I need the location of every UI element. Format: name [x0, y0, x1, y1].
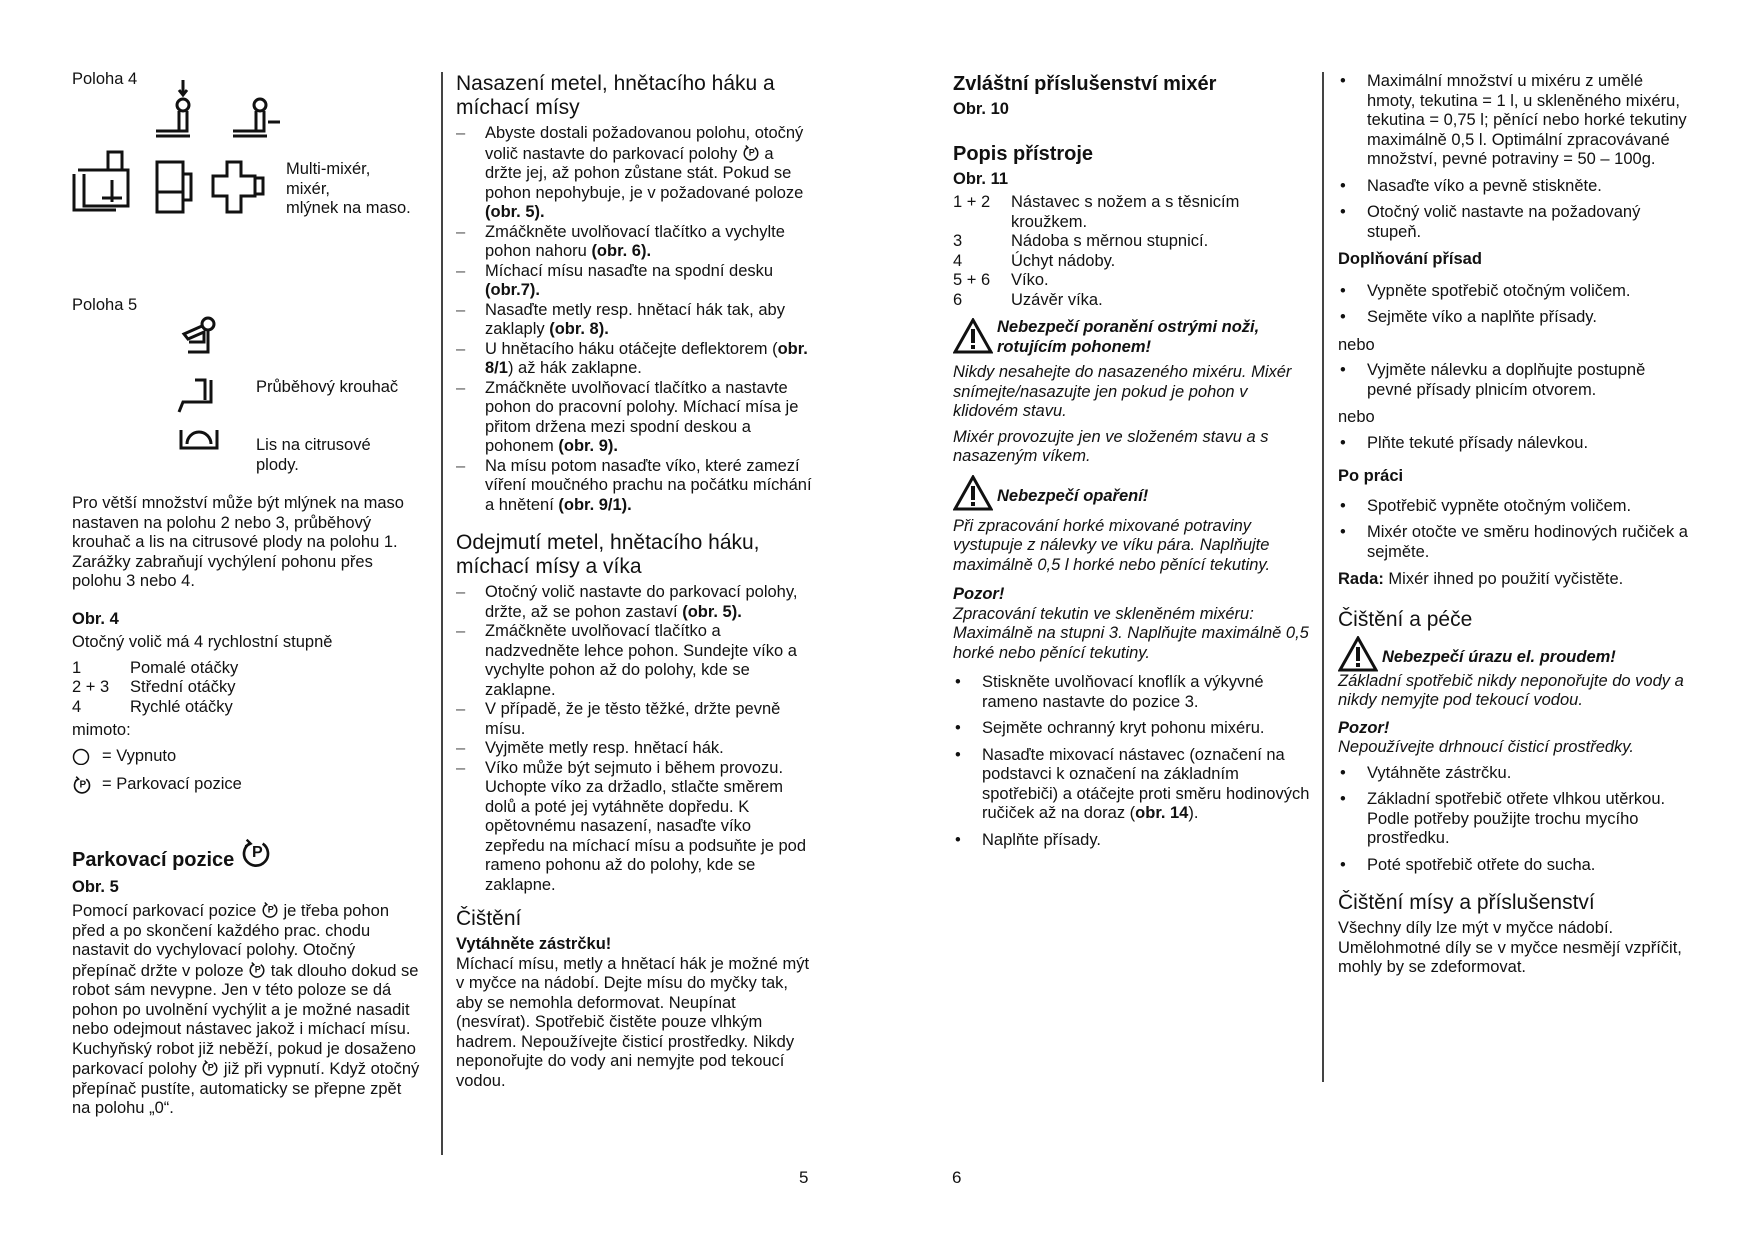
page-number: 6 [952, 1168, 962, 1187]
column-divider [441, 72, 443, 1155]
part-key: 1 + 2 [953, 193, 991, 211]
caution-label: Pozor! [953, 585, 1005, 603]
part-key: 5 + 6 [953, 271, 991, 289]
list-item: • Sejměte víko a naplňte přísady. [1338, 308, 1693, 328]
text: ). [1188, 804, 1199, 822]
subheading: Po práci [1338, 467, 1404, 485]
speed-key: 1 [72, 658, 82, 677]
tip [1338, 570, 1693, 590]
figure-ref: Obr. 10 [953, 100, 1009, 118]
speed-value: Rychlé otáčky [130, 697, 233, 716]
list-item [456, 700, 812, 739]
part-value: Uzávěr víka. [1011, 290, 1103, 309]
legend-park [72, 775, 422, 801]
part-row [953, 291, 1313, 311]
list-item [456, 622, 812, 700]
list-item [456, 759, 812, 896]
text: Abyste dostali požadovanou polohu, otočný volič nastavte do parkovací polohy [485, 124, 804, 163]
text: Stiskněte uvolňovací knoflík a výkyvné rameno nastavte do pozice 3. [982, 673, 1264, 711]
text: je třeba pohon před a po skončení každého prac. chodu nastavit do vychylovací polohy. Otočný přepínač držte v poloze [72, 902, 390, 980]
paragraph: Pro větší množství může být mlýnek na maso nastaven na polohu 2 nebo 3, průběhový krouhač a lis na citrusové plody na polohu 1. [72, 494, 404, 551]
paragraph: Zarážky zabraňují vychýlení pohonu přes polohu 3 nebo 4. [72, 552, 373, 590]
figure-ref: obr. 8/1 [485, 339, 808, 377]
section-heading: Čištění mísy a příslušenství [1338, 891, 1595, 914]
tip-text: Mixér ihned po použití vyčistěte. [1383, 570, 1624, 588]
list-item [456, 124, 812, 223]
speed-row [72, 659, 422, 679]
parking-icon [201, 1059, 219, 1077]
paragraph: mimoto: [72, 721, 131, 739]
figure-ref: (obr. 5). [485, 203, 545, 221]
parking-icon [742, 144, 760, 162]
heading-text: Parkovací pozice [72, 848, 235, 871]
park-heading [72, 837, 422, 872]
park-text [72, 901, 422, 1119]
desc-line: mixér, [286, 179, 331, 198]
warning-text: Nebezpečí úrazu el. proudem! [1382, 647, 1616, 666]
list-item [456, 301, 812, 340]
section-heading: Čištění [456, 907, 522, 930]
paragraph: Základní spotřebič nikdy neponořujte do vody a nikdy nemyjte pod tekoucí vodou. [1338, 671, 1684, 709]
column-divider [1322, 72, 1324, 1082]
caution-label: Pozor! [1338, 718, 1390, 737]
figure-ref: Obr. 11 [953, 169, 1009, 188]
speed-key: 4 [72, 697, 82, 716]
list-item [456, 223, 812, 262]
list-item [953, 719, 1313, 739]
part-value: Nástavec s nožem a s těsnicím kroužkem. [1011, 193, 1240, 231]
list-item: • Vypněte spotřebič otočným voličem. [1338, 282, 1693, 302]
warning [953, 318, 1313, 357]
text: Pomocí parkovací pozice [72, 902, 261, 920]
text: tak dlouho dokud se robot sám nevypne. Jen v této poloze se dá pohon po uvolnění vychýlit a je možné nasadit nebo odejmout nástavec jakož i míchací mísu. Kuchyňský robot již neběží, pokud je dosaženo parkovací polohy [72, 961, 419, 1078]
text: již při vypnutí. Když otočný přepínač pustíte, automaticky se přepne zpět na polohu „0“. [72, 1060, 420, 1117]
list-item: • Maximální množství u mixéru z umělé hmoty, tekutina = 1 l, u skleněného mixéru, tekutina = 0,75 l; pěnící nebo horké tekutiny maximálně 0,5 l. Optimální zpracovávané množství, pevné potraviny = 50 – 100g. [1338, 72, 1693, 170]
part-row [953, 252, 1313, 272]
list-item: • Základní spotřebič otřete vlhkou utěrkou. Podle potřeby použijte trochu mycího prostředku. [1338, 790, 1693, 849]
paragraph: Zpracování tekutin ve skleněném mixéru: Maximálně na stupni 3. Naplňujte maximálně 0,5 horké nebo pěnící tekutiny. [953, 604, 1309, 662]
figure-ref: Obr. 5 [72, 877, 119, 896]
list-item: • Spotřebič vypněte otočným voličem. [1338, 497, 1693, 517]
speed-row [72, 698, 422, 718]
parking-icon [261, 901, 279, 919]
list-item: • Poté spotřebič otřete do sucha. [1338, 856, 1693, 876]
text: Zmáčkněte uvolňovací tlačítko a vychylte pohon nahoru [485, 222, 785, 260]
section-heading: Zvláštní příslušenství mixér [953, 73, 1217, 95]
poloha5-label: Poloha 5 [72, 296, 138, 314]
paragraph: Všechny díly lze mýt v myčce nádobí. Umělohmotné díly se v myčce nesmějí vzpříčit, mohly by se zdeformovat. [1338, 919, 1682, 976]
mixer-steps [953, 673, 1313, 850]
list-item [953, 673, 1313, 712]
legend-text: = Parkovací pozice [102, 775, 242, 793]
subheading: Doplňování přísad [1338, 250, 1482, 268]
warning-triangle-icon [953, 475, 993, 511]
text: Nasaďte metly resp. hnětací hák tak, aby zaklaply [485, 300, 785, 338]
off-circle-icon [72, 747, 90, 765]
part-row [953, 271, 1313, 291]
list-item [456, 457, 812, 516]
paragraph: Nikdy nesahejte do nasazeného mixéru. Mixér snímejte/nasazujte jen pokud je pohon v klidovém stavu. [953, 363, 1292, 420]
part-row [953, 232, 1313, 252]
speed-key: 2 + 3 [72, 678, 110, 696]
list-item [953, 831, 1313, 851]
legend-text: = Vypnuto [102, 746, 177, 765]
part-value: Víko. [1011, 271, 1049, 289]
warning-triangle-icon [953, 318, 993, 354]
text: V případě, že je těsto těžké, držte pevně mísu. [485, 700, 781, 738]
remove-steps [456, 583, 812, 895]
list-item: • Plňte tekuté přísady nálevkou. [1338, 434, 1693, 454]
paragraph: nebo [1338, 408, 1375, 426]
slicer-label: Průběhový krouhač [256, 378, 399, 396]
list-item [456, 340, 812, 379]
text: Otočný volič nastavte do parkovací polohy, držte, až se pohon zastaví [485, 583, 798, 621]
list-item: • Vytáhněte zástrčku. [1338, 764, 1693, 784]
parking-icon [72, 775, 92, 795]
list-item: • Otočný volič nastavte na požadovaný stupeň. [1338, 203, 1693, 242]
text: Míchací mísu nasaďte na spodní desku [485, 261, 774, 280]
text: Nasaďte mixovací nástavec (označení na podstavci k označení na základním spotřebiči) a otáčejte proti směru hodinových ručiček až na doraz ( [982, 745, 1310, 822]
fill-list [1338, 72, 1693, 242]
list-item: • Vyjměte nálevku a doplňujte postupně pevné přísady plnicím otvorem. [1338, 361, 1693, 400]
column-1-body [72, 494, 422, 1125]
list-item [456, 583, 812, 622]
speed-value: Střední otáčky [130, 678, 236, 696]
part-value: Nádoba s měrnou stupnicí. [1011, 232, 1209, 250]
speed-value: Pomalé otáčky [130, 658, 239, 677]
figure-ref: (obr. 9). [558, 437, 618, 455]
text: Naplňte přísady. [982, 830, 1101, 849]
subheading: Vytáhněte zástrčku! [456, 935, 612, 953]
section-heading: Čištění a péče [1338, 607, 1473, 631]
warning-triangle-icon [1338, 636, 1378, 672]
section-heading: Nasazení metel, hnětacího háku a míchací mísy [456, 72, 775, 119]
text: Zmáčkněte uvolňovací tlačítko a nastavte pohon do pracovní polohy. Míchací mísa je přitom držena mezi spodní deskou a pohonem [485, 378, 799, 455]
after-work-list [1338, 497, 1693, 563]
warning [953, 475, 1313, 511]
attach-steps [456, 124, 812, 515]
paragraph: Při zpracování horké mixované potraviny vystupuje z nálevky ve víku pára. Naplňujte maximálně 0,5 l horké nebo pěnící tekutiny. [953, 516, 1271, 574]
poloha4-description [286, 160, 411, 219]
text: Víko může být sejmuto i během provozu. Uchopte víko za držadlo, stlačte směrem dolů a poté jej vytáhněte dopředu. K opětovnému nasazení, nasaďte víko zepředu na míchací mísu a podsuňte je pod rameno pohonu až do polohy, kde se zaklapne. [485, 758, 807, 894]
refill-list [1338, 434, 1693, 454]
citrus-label [256, 436, 371, 475]
section-heading: Odejmutí metel, hnětacího háku, míchací mísy a víka [456, 531, 760, 578]
list-item: • Mixér otočte ve směru hodinových ručiček a sejměte. [1338, 523, 1693, 562]
list-item [456, 262, 812, 301]
desc-line: mlýnek na maso. [286, 199, 411, 217]
list-item [456, 379, 812, 457]
figure-ref: Obr. 4 [72, 609, 119, 628]
cleaning-list [1338, 764, 1693, 876]
page-number: 5 [799, 1168, 809, 1187]
warning-text: Nebezpečí poranění ostrými noži, rotujícím pohonem! [997, 318, 1260, 356]
warning-text: Nebezpečí opaření! [997, 486, 1149, 505]
part-key: 3 [953, 232, 963, 250]
desc-line: Multi-mixér, [286, 160, 371, 178]
figure-ref: (obr. 8). [549, 320, 609, 338]
parking-icon [248, 961, 266, 979]
text: Sejměte ochranný kryt pohonu mixéru. [982, 719, 1265, 737]
figure-ref: obr. 14 [1135, 804, 1189, 822]
column-2 [456, 72, 812, 1097]
refill-list [1338, 361, 1693, 400]
text: Zmáčkněte uvolňovací tlačítko a nadzvedněte lehce pohon. Sundejte víko a vychylte pohon až do polohy, kde se zaklapne. [485, 622, 797, 699]
warning [1338, 636, 1693, 672]
speed-row [72, 678, 422, 698]
part-row [953, 193, 1313, 232]
text: Vyjměte metly resp. hnětací hák. [485, 739, 724, 757]
paragraph: Míchací mísu, metly a hnětací hák je možné mýt v myčce na nádobí. Dejte mísu do myčky tak, aby se nemohla deformovat. Neupínat (nesvírat). Spotřebič čistěte pouze vlhkým hadrem. Nepoužívejte čisticí prostředky. Nikdy neponořujte do vody ani nemyjte pod tekoucí vodou. [456, 954, 810, 1090]
paragraph: Nepoužívejte drhnoucí čisticí prostředky. [1338, 738, 1634, 756]
part-value: Úchyt nádoby. [1011, 251, 1116, 270]
paragraph: nebo [1338, 335, 1375, 354]
list-item: • Nasaďte víko a pevně stiskněte. [1338, 177, 1693, 197]
text: U hnětacího háku otáčejte deflektorem ( [485, 339, 778, 358]
poloha4-label: Poloha 4 [72, 70, 138, 88]
paragraph: Mixér provozujte jen ve složeném stavu a s nasazeným víkem. [953, 427, 1269, 465]
paragraph: Otočný volič má 4 rychlostní stupně [72, 633, 333, 651]
slicer-citrus-icons [175, 312, 230, 472]
figure-ref: (obr. 5). [682, 602, 742, 621]
part-key: 6 [953, 290, 963, 309]
text: Na mísu potom nasaďte víko, které zamezí víření moučného prachu na počátku míchání a hnětení [485, 456, 812, 514]
list-item [456, 739, 812, 759]
figure-ref: (obr. 6). [591, 242, 652, 260]
parking-icon [240, 837, 272, 869]
legend-off [72, 747, 422, 771]
column-4 [1338, 72, 1693, 984]
list-item [953, 746, 1313, 824]
text: ) až hák zaklapne. [507, 359, 642, 377]
citrus-line: Lis na citrusové [256, 436, 371, 454]
mixer-grinder-icons [72, 150, 282, 220]
figure-ref: (obr. 9/1). [558, 495, 632, 514]
figure-ref: (obr.7). [485, 281, 541, 299]
section-heading: Popis přístroje [953, 142, 1094, 165]
column-3 [953, 72, 1313, 858]
text: a držte jej, až pohon zůstane stát. Pokud se pohon nepohybuje, je v požadované poloze [485, 144, 804, 202]
citrus-line: plody. [256, 455, 299, 474]
part-key: 4 [953, 251, 963, 270]
tip-label: Rada: [1338, 570, 1384, 588]
refill-list [1338, 282, 1693, 328]
